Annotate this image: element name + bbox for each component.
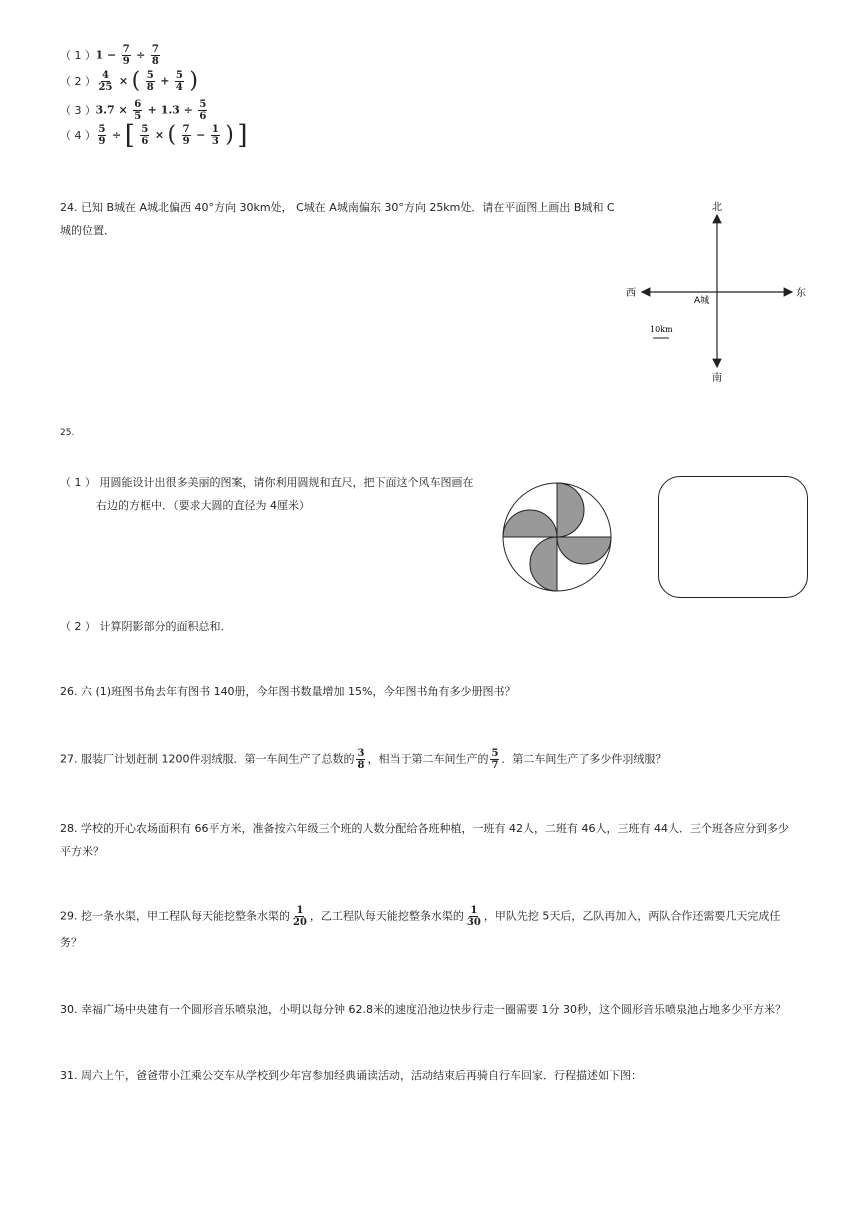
q29-line2: 务？ xyxy=(60,936,82,949)
q31-text: 31. 周六上午，爸爸带小江乘公交车从学校到少年宫参加经典诵读活动，活动结束后再骑自行车回家．行程描述如下图： xyxy=(60,1069,642,1082)
q23-item-2: （ 2 ） $\frac{4}{25}$ × ( $\frac{5}{8}$ + $\frac{5}{4}$ ) xyxy=(60,68,198,94)
q25-part1-line1: （ 1 ） 用圆能设计出很多美丽的图案，请你利用圆规和直尺，把下面这个风车图画在 xyxy=(60,476,474,489)
west-label: 西 xyxy=(626,288,636,299)
scale-label: 10km xyxy=(650,325,673,334)
q25-title: 25. xyxy=(60,428,75,438)
fraction: $\frac{5}{4}$ xyxy=(175,70,183,93)
q23-item-1: （ 1 ） 1 − $\frac{7}{9}$ ÷ $\frac{7}{8}$ xyxy=(60,44,159,67)
fraction: $\frac{5}{7}$ xyxy=(491,748,499,771)
fraction: $\frac{1}{30}$ xyxy=(466,905,481,928)
south-label: 南 xyxy=(712,373,722,384)
q24-text-line1: 24. 已知 B城在 A城北偏西 40°方向 30km处， C城在 A城南偏东 30°方向 25km处．请在平面图上画出 B城和 C xyxy=(60,201,615,214)
q28-line1: 28. 学校的开心农场面积有 66平方米，准备按六年级三个班的人数分配给各班种植，一班有 42人，二班有 46人，三班有 44人．三个班各应分到多少 xyxy=(60,822,789,835)
fraction: $\frac{5}{6}$ xyxy=(199,99,207,122)
fraction: $\frac{1}{20}$ xyxy=(293,905,307,928)
windmill-figure xyxy=(500,480,615,595)
fraction: $\frac{5}{8}$ xyxy=(146,70,154,93)
q29-line1: 29. 挖一条水渠，甲工程队每天能挖整条水渠的 $\frac{1}{20}$ ，乙工程队每天能挖整条水渠的 $\frac{1}{30}$ ，甲队先挖 5天后，乙队再加入，两队合作还需要几天完成任 xyxy=(60,905,781,928)
fraction: $\frac{7}{8}$ xyxy=(151,44,159,67)
fraction: $\frac{7}{9}$ xyxy=(182,124,190,147)
q25-part2: （ 2 ） 计算阴影部分的面积总和． xyxy=(60,620,232,633)
fraction: $\frac{1}{3}$ xyxy=(211,124,219,147)
fraction: $\frac{7}{9}$ xyxy=(122,44,130,67)
north-label: 北 xyxy=(712,202,722,213)
fraction: $\frac{5}{6}$ xyxy=(141,124,149,147)
fraction: $\frac{6}{5}$ xyxy=(134,99,142,122)
fraction: $\frac{5}{9}$ xyxy=(98,124,106,147)
answer-box xyxy=(658,476,808,598)
q23-item-3: （ 3 ） 3.7 × $\frac{6}{5}$ + 1.3 ÷ $\frac{5}{6}$ xyxy=(60,99,207,122)
fraction: $\frac{4}{25}$ xyxy=(98,70,113,93)
compass-diagram xyxy=(620,195,820,390)
q30-text: 30. 幸福广场中央建有一个圆形音乐喷泉池，小明以每分钟 62.8米的速度沿池边快步行走一圈需要 1分 30秒，这个圆形音乐喷泉池占地多少平方米？ xyxy=(60,1003,786,1016)
q28-line2: 平方米？ xyxy=(60,845,104,858)
center-label: A城 xyxy=(694,296,710,306)
q25-part1-line2: 右边的方框中．（要求大圆的直径为 4厘米） xyxy=(96,499,310,512)
q27-text: 27. 服装厂计划赶制 1200件羽绒服．第一车间生产了总数的 $\frac{3}{8}$ ，相当于第二车间生产的 $\frac{5}{7}$ ．第二车间生产了多少件羽绒服？ xyxy=(60,748,667,771)
q26-text: 26. 六 (1)班图书角去年有图书 140册，今年图书数量增加 15%，今年图书角有多少册图书？ xyxy=(60,685,516,698)
q24-text-line2: 城的位置． xyxy=(60,224,115,237)
q23-item-4: （ 4 ） $\frac{5}{9}$ ÷ [ $\frac{5}{6}$ × ( $\frac{7}{9}$ − $\frac{1}{3}$ ) ] xyxy=(60,120,248,151)
fraction: $\frac{3}{8}$ xyxy=(357,748,365,771)
east-label: 东 xyxy=(796,288,806,299)
